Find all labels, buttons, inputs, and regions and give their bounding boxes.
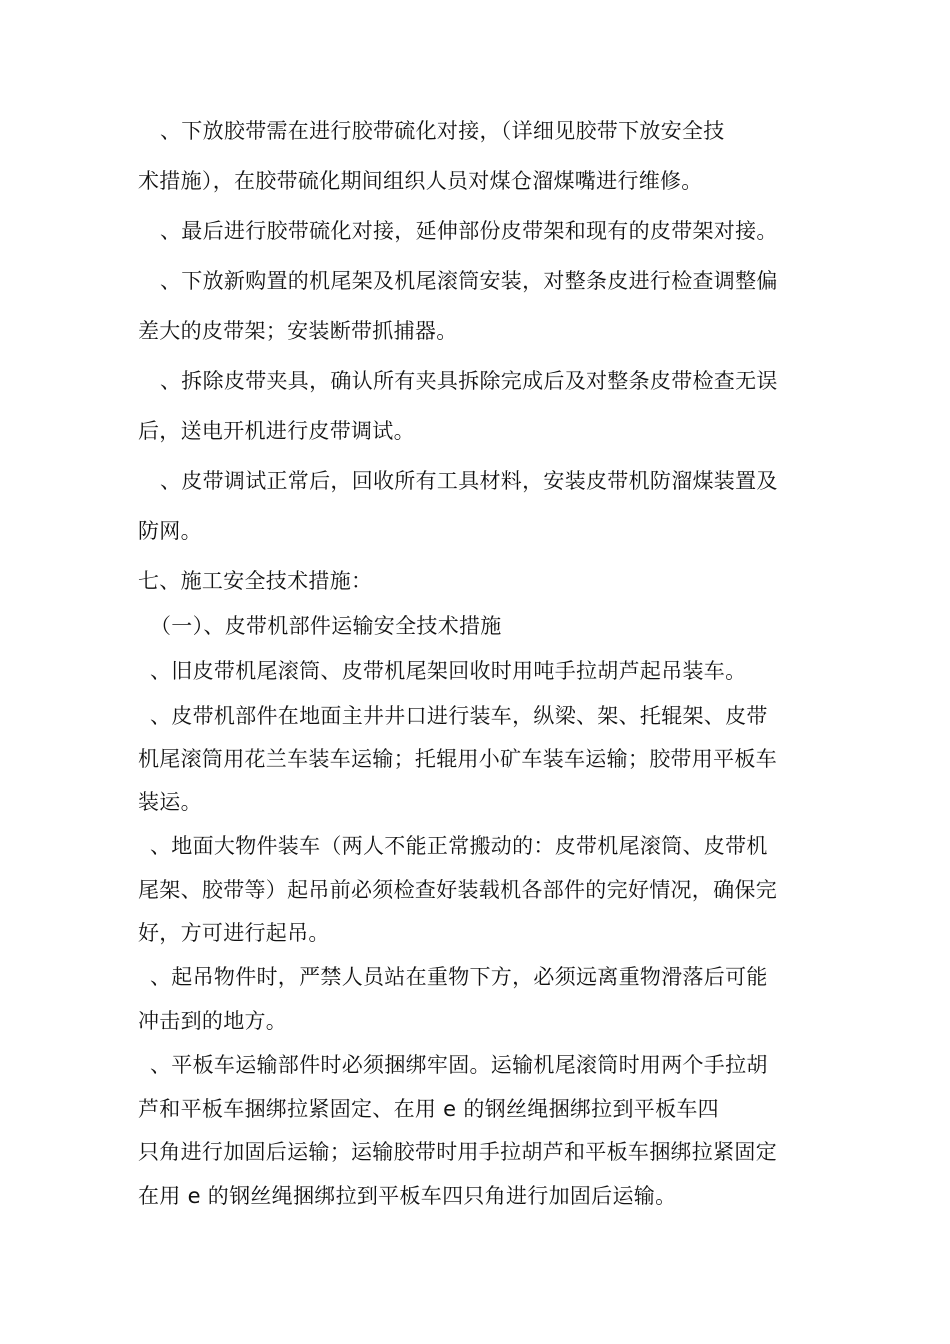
text-line-22: 芦和平板车捆绑拉紧固定、在用 e 的钢丝绳捆绑拉到平板车四: [138, 1097, 719, 1121]
text-line-1: 、下放胶带需在进行胶带硫化对接，（详细见胶带下放安全技: [160, 119, 725, 143]
text-line-13: 、皮带机部件在地面主井井口进行装车，纵梁、架、托辊架、皮带: [150, 704, 768, 728]
text-line-23: 只角进行加固后运输；运输胶带时用手拉胡芦和平板车捆绑拉紧固定: [138, 1140, 777, 1164]
text-line-16: 、地面大物件装车（两人不能正常搬动的：皮带机尾滚筒、皮带机: [150, 834, 768, 858]
section-heading: 七、施工安全技术措施：: [138, 569, 373, 593]
text-line-20: 冲击到的地方。: [138, 1009, 288, 1033]
text-line-17: 尾架、胶带等）起吊前必须检查好装载机各部件的完好情况，确保完: [138, 878, 777, 902]
text-line-7: 后，送电开机进行皮带调试。: [138, 419, 415, 443]
text-line-5: 差大的皮带架；安装断带抓捕器。: [138, 319, 458, 343]
text-line-3: 、最后进行胶带硫化对接，延伸部份皮带架和现有的皮带架对接。: [160, 219, 778, 243]
text-line-18: 好，方可进行起吊。: [138, 921, 330, 945]
text-line-9: 防网。: [138, 519, 202, 543]
text-line-19: 、起吊物件时，严禁人员站在重物下方，必须远离重物滑落后可能: [150, 965, 768, 989]
subsection-heading: （一）、皮带机部件运输安全技术措施: [150, 614, 502, 638]
text-line-6: 、拆除皮带夹具，确认所有夹具拆除完成后及对整条皮带检查无误: [160, 369, 778, 393]
text-line-8: 、皮带调试正常后，回收所有工具材料，安装皮带机防溜煤装置及: [160, 469, 778, 493]
text-line-4: 、下放新购置的机尾架及机尾滚筒安装，对整条皮进行检查调整偏: [160, 269, 778, 293]
text-line-24: 在用 e 的钢丝绳捆绑拉到平板车四只角进行加固后运输。: [138, 1184, 677, 1208]
text-line-21: 、平板车运输部件时必须捆绑牢固。运输机尾滚筒时用两个手拉胡: [150, 1053, 768, 1077]
text-line-2: 术措施），在胶带硫化期间组织人员对煤仓溜煤嘴进行维修。: [138, 169, 703, 193]
text-line-15: 装运。: [138, 790, 202, 814]
text-line-14: 机尾滚筒用花兰车装车运输；托辊用小矿车装车运输；胶带用平板车: [138, 747, 777, 771]
text-line-12: 、旧皮带机尾滚筒、皮带机尾架回收时用吨手拉胡芦起吊装车。: [150, 659, 747, 683]
